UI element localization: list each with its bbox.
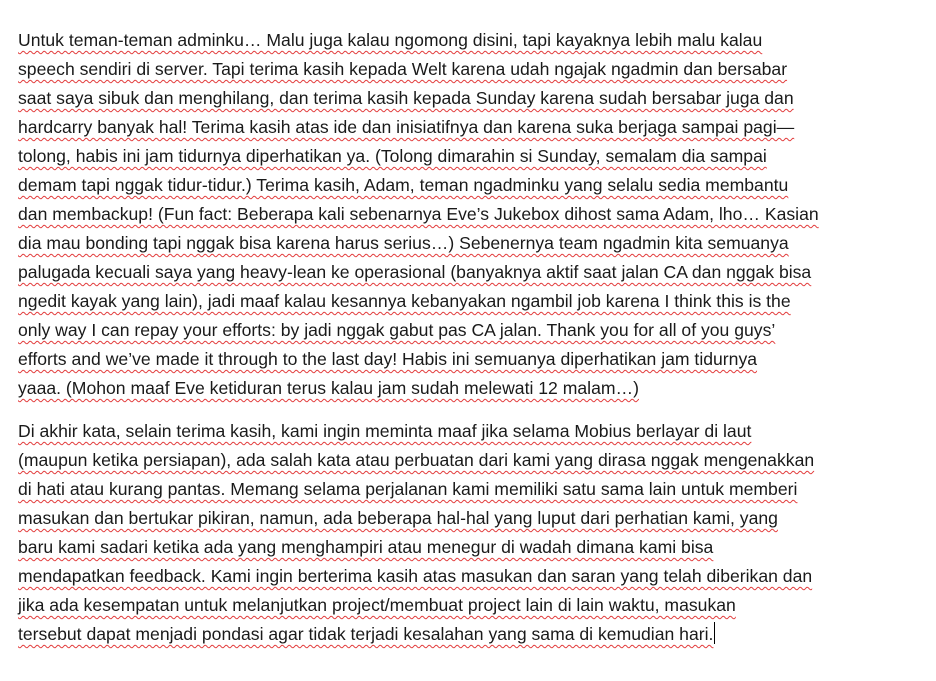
text-line[interactable]: speech sendiri di server. Tapi terima kasih kepada Welt karena udah ngajak ngadmin dan bersabar: [18, 59, 788, 79]
text-line[interactable]: masukan dan bertukar pikiran, namun, ada beberapa hal-hal yang luput dari perhatian kami, yang: [18, 508, 778, 528]
text-line[interactable]: hardcarry banyak hal! Terima kasih atas ide dan inisiatifnya dan karena suka berjaga sampai pagi—: [18, 117, 795, 137]
text-line[interactable]: baru kami sadari ketika ada yang menghampiri atau menegur di wadah dimana kami bisa: [18, 537, 714, 557]
text-line[interactable]: demam tapi nggak tidur-tidur.) Terima kasih, Adam, teman ngadminku yang selalu sedia membantu: [18, 175, 789, 195]
text-line[interactable]: dia mau bonding tapi nggak bisa karena harus serius…) Sebenernya team ngadmin kita semuanya: [18, 233, 789, 253]
text-line[interactable]: jika ada kesempatan untuk melanjutkan project/membuat project lain di lain waktu, masukan: [18, 595, 736, 615]
text-line[interactable]: palugada kecuali saya yang heavy-lean ke operasional (banyaknya aktif saat jalan CA dan nggak bisa: [18, 262, 812, 282]
text-line-last-content[interactable]: tersebut dapat menjadi pondasi agar tidak terjadi kesalahan yang sama di kemudian hari.: [18, 624, 714, 644]
text-line[interactable]: yaaa. (Mohon maaf Eve ketiduran terus kalau jam sudah melewati 12 malam…): [18, 378, 639, 398]
paragraph-apology[interactable]: [18, 417, 923, 649]
text-line-last[interactable]: [18, 620, 923, 649]
text-line[interactable]: dan membackup! (Fun fact: Beberapa kali sebenarnya Eve’s Jukebox dihost sama Adam, lho… Kasian: [18, 204, 819, 224]
text-line[interactable]: mendapatkan feedback. Kami ingin berterima kasih atas masukan dan saran yang telah diberikan dan: [18, 566, 813, 586]
text-line[interactable]: only way I can repay your efforts: by jadi nggak gabut pas CA jalan. Thank you for all of you guys’: [18, 320, 776, 340]
text-line[interactable]: saat saya sibuk dan menghilang, dan terima kasih kepada Sunday karena sudah bersabar juga dan: [18, 88, 794, 108]
text-line[interactable]: Untuk teman-teman adminku… Malu juga kalau ngomong disini, tapi kayaknya lebih malu kalau: [18, 30, 763, 50]
text-cursor: [714, 622, 715, 644]
text-line[interactable]: ngedit kayak yang lain), jadi maaf kalau kesannya kebanyakan ngambil job karena I think this is the: [18, 291, 791, 311]
text-line[interactable]: tolong, habis ini jam tidurnya diperhatikan ya. (Tolong dimarahin si Sunday, semalam dia sampai: [18, 146, 767, 166]
text-line[interactable]: Di akhir kata, selain terima kasih, kami ingin meminta maaf jika selama Mobius berlayar di laut: [18, 421, 752, 441]
text-line[interactable]: di hati atau kurang pantas. Memang selama perjalanan kami memiliki satu sama lain untuk memberi: [18, 479, 798, 499]
paragraph-thanks[interactable]: [18, 26, 923, 403]
text-line[interactable]: efforts and we’ve made it through to the last day! Habis ini semuanya diperhatikan jam tidurnya: [18, 349, 758, 369]
document-body[interactable]: [18, 26, 923, 663]
text-line[interactable]: (maupun ketika persiapan), ada salah kata atau perbuatan dari kami yang dirasa nggak mengenakkan: [18, 450, 815, 470]
